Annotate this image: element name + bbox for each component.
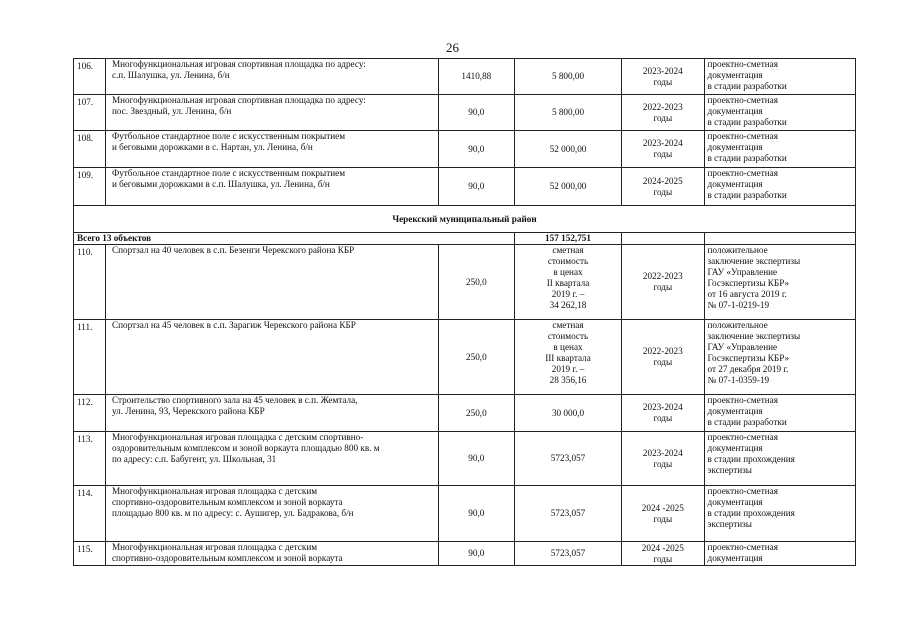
object-name-line: спортивно-оздоровительным комплексом и зоной воркаута [111,553,343,563]
row-number: 107. [74,95,106,131]
object-name [105,542,438,566]
object-cost-line: 5723,057 [550,548,586,558]
object-years-line: 2024 -2025 [641,542,684,553]
object-years [622,320,704,395]
object-cost-line: стоимость [547,331,589,341]
object-cost [514,432,621,486]
object-status-line: экспертизы [707,519,752,529]
object-name-line: Многофункциональная игровая спортивная площадка по адресу: [111,59,366,69]
total-label: Всего 13 объектов [74,233,515,245]
table-body-top [74,59,856,206]
object-status-line: от 27 декабря 2019 г. [707,364,789,374]
object-name [105,320,438,395]
object-years-line: 2023-2024 [642,138,683,148]
object-status [704,486,855,542]
object-cost: 52 000,00 [514,168,621,206]
table-row [74,320,856,395]
object-status-line: документация [707,70,763,80]
object-status-line: проектно-сметная [707,95,778,105]
object-name-line: ул. Ленина, 93, Черекского района КБР [111,406,265,416]
object-area: 90,0 [438,168,514,206]
object-status-line: Госэкспертизы КБР» [707,278,790,288]
object-years [622,168,704,206]
table-row [74,486,856,542]
object-cost [514,320,621,395]
object-name-line: Футбольное стандартное поле с искусственным покрытием [111,168,346,178]
object-years [622,395,704,432]
object-status [704,245,855,320]
object-cost-line: в ценах [553,342,583,352]
object-years-line: годы [653,282,673,292]
object-status-line: в стадии разработки [707,81,787,91]
object-status-line: № 07-1-0359-19 [707,375,770,385]
table-row [74,542,856,566]
object-years-line: 2024 -2025 [641,502,684,513]
object-name-line: спортивно-оздоровительным комплексом и зоной воркаута [111,497,343,507]
object-area: 90,0 [438,542,514,566]
table-row [74,395,856,432]
object-cost [514,395,621,432]
object-status-line: в стадии разработки [707,117,787,127]
object-years-line: 2022-2023 [642,271,683,281]
object-status-line: заключение экспертизы [707,331,801,341]
object-years-line: 2024-2025 [642,175,683,186]
object-cost-line: II квартала [546,278,590,288]
table-row [74,95,856,131]
object-years-line: годы [653,186,673,197]
row-number: 110. [74,245,106,320]
object-area: 250,0 [438,245,514,320]
object-cost-line: III квартала [545,353,591,363]
object-status-line: документация [707,443,763,453]
object-years-line: годы [653,458,673,469]
table-body-bottom [74,245,856,566]
total-empty-years [622,233,704,245]
object-years [622,245,704,320]
object-status-line: в стадии разработки [707,190,787,200]
region-section [74,206,856,245]
object-status-line: заключение экспертизы [707,256,801,266]
object-status [704,95,855,131]
object-name [105,245,438,320]
object-name-line: с.п. Шалушка, ул. Ленина, б/н [111,70,230,80]
object-status-line: № 07-1-0219-19 [707,300,770,310]
table-row [74,168,856,206]
object-name [105,432,438,486]
object-name [105,486,438,542]
object-status [704,395,855,432]
object-cost-line: 30 000,0 [551,407,585,418]
object-name-line: Многофункциональная игровая спортивная площадка по адресу: [111,95,366,105]
object-name [105,168,438,206]
object-status [704,131,855,168]
object-years-line: 2023-2024 [642,447,683,458]
object-status-line: проектно-сметная [707,432,778,442]
object-name-line: Спортзал на 45 человек в с.п. Зарагиж Черекского района КБР [111,320,356,330]
object-years-line: годы [653,413,673,423]
object-years-line: годы [653,357,673,367]
page-number: 26 [446,40,459,55]
object-cost: 52 000,00 [514,131,621,168]
object-years-line: годы [653,112,673,123]
object-name [105,95,438,131]
object-status-line: документация [707,142,763,152]
object-status [704,320,855,395]
object-name-line: и беговыми дорожками в с. Нартан, ул. Ленина, б/н [111,142,313,152]
object-name-line: Строительство спортивного зала на 45 человек в с.п. Жемтала, [111,395,358,405]
total-empty-status [704,233,855,245]
object-status-line: проектно-сметная [707,59,778,69]
object-status-line: документация [707,553,763,563]
object-cost-line: в ценах [553,267,583,277]
object-status-line: ГАУ «Управление [707,342,778,352]
total-cost: 157 152,751 [514,233,621,245]
object-name-line: Многофункциональная игровая площадка с детским [111,542,318,552]
object-years-line: годы [653,553,673,564]
object-cost-line: стоимость [547,256,589,266]
object-status-line: от 16 августа 2019 г. [707,289,787,299]
table-row [74,131,856,168]
object-years-line: 2022-2023 [642,101,683,112]
object-name-line: Футбольное стандартное поле с искусственным покрытием [111,131,346,141]
object-status [704,542,855,566]
object-cost [514,245,621,320]
object-status-line: проектно-сметная [707,542,778,552]
region-title: Черекский муниципальный район [74,206,856,233]
object-cost-line: сметная [552,245,584,255]
object-area: 90,0 [438,432,514,486]
object-years-line: 2023-2024 [642,65,683,76]
object-status-line: положительное [707,320,768,330]
object-cost: 5 800,00 [514,95,621,131]
objects-table [73,58,856,566]
object-status-line: проектно-сметная [707,486,778,496]
object-name [105,59,438,95]
object-status-line: проектно-сметная [707,131,778,141]
table-row [74,59,856,95]
object-area: 90,0 [438,486,514,542]
object-name [105,131,438,168]
object-cost-line: 28 356,16 [549,375,587,385]
object-status-line: в стадии прохождения [707,454,795,464]
row-number: 109. [74,168,106,206]
object-status-line: проектно-сметная [707,168,778,178]
object-status-line: проектно-сметная [707,395,778,405]
object-name [105,395,438,432]
object-area: 90,0 [438,95,514,131]
object-cost [514,486,621,542]
object-years [622,432,704,486]
object-cost-line: 2019 г. – [551,364,585,374]
object-area: 90,0 [438,131,514,168]
object-cost-line: 5723,057 [550,508,586,518]
object-status-line: в стадии прохождения [707,508,795,518]
object-name-line: по адресу: с.п. Бабугент, ул. Школьная, 31 [111,454,277,464]
object-years-line: 2023-2024 [642,402,683,412]
object-name-line: Многофункциональная игровая площадка с детским [111,486,318,496]
total-row [74,233,856,245]
object-cost-line: 34 262,18 [549,300,587,310]
object-name-line: Спортзал на 40 человек в с.п. Безенги Черекского района КБР [111,245,355,255]
object-status-line: документация [707,179,763,189]
object-cost [514,542,621,566]
object-name-line: и беговыми дорожками в с.п. Шалушка, ул. Ленина, б/н [111,179,330,189]
object-years-line: годы [653,149,673,159]
object-status-line: документация [707,106,763,116]
object-years [622,131,704,168]
row-number: 115. [74,542,106,566]
object-years-line: 2022-2023 [642,346,683,356]
object-cost-line: сметная [552,320,584,330]
object-years-line: годы [653,76,673,87]
row-number: 106. [74,59,106,95]
object-years [622,486,704,542]
row-number: 113. [74,432,106,486]
object-years [622,95,704,131]
object-status [704,59,855,95]
object-name-line: пос. Звездный, ул. Ленина, б/н [111,106,232,116]
object-cost-line: 2019 г. – [551,289,585,299]
object-area: 1410,88 [438,59,514,95]
row-number: 111. [74,320,106,395]
object-name-line: Многофункциональная игровая площадка с детским спортивно- [111,432,364,442]
object-years [622,59,704,95]
object-status [704,432,855,486]
object-years-line: годы [653,513,673,524]
object-status-line: экспертизы [707,465,752,475]
object-area: 250,0 [438,395,514,432]
object-status-line: ГАУ «Управление [707,267,778,277]
object-status-line: документация [707,497,763,507]
object-name-line: оздоровительным комплексом и зоной воркаута площадью 800 кв. м [111,443,380,453]
object-cost-line: 5723,057 [550,453,586,463]
table-row [74,432,856,486]
object-status-line: в стадии разработки [707,153,787,163]
row-number: 112. [74,395,106,432]
object-cost: 5 800,00 [514,59,621,95]
object-name-line: площадью 800 кв. м по адресу: с. Аушигер, ул. Бадракова, б/н [111,508,354,518]
object-status-line: положительное [707,245,768,255]
object-status [704,168,855,206]
row-number: 114. [74,486,106,542]
object-status-line: Госэкспертизы КБР» [707,353,790,363]
object-area: 250,0 [438,320,514,395]
table-row [74,245,856,320]
object-status-line: документация [707,406,763,416]
region-header-row [74,206,856,233]
object-years [622,542,704,566]
object-status-line: в стадии разработки [707,417,787,427]
row-number: 108. [74,131,106,168]
